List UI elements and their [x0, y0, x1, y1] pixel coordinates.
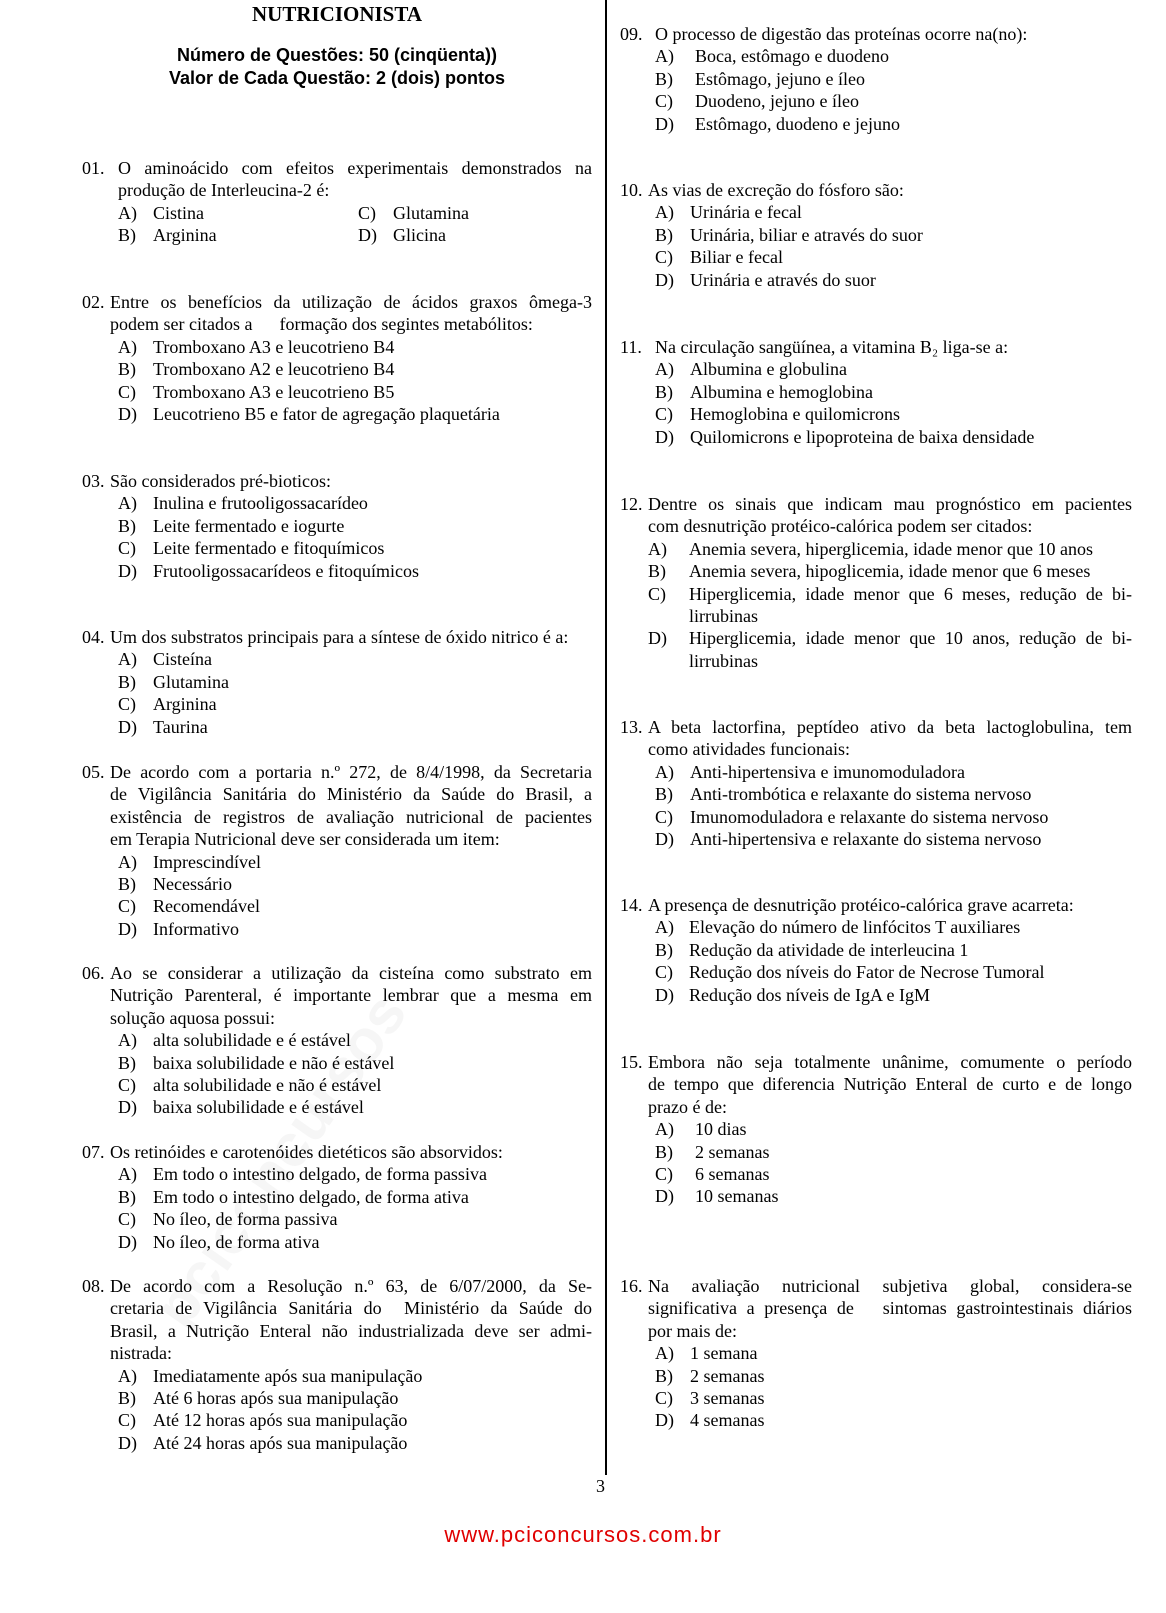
- question-number: 06.: [82, 963, 105, 983]
- option-text: lirrubinas: [689, 606, 758, 627]
- option-label: D): [655, 1186, 674, 1207]
- question-text: prazo é de:: [648, 1096, 727, 1117]
- question-number: 13.: [620, 717, 643, 737]
- option-text: baixa solubilidade e não é estável: [153, 1052, 395, 1073]
- question-text-line: [82, 313, 592, 335]
- option-text: lirrubinas: [689, 650, 758, 671]
- page-number: 3: [596, 1476, 605, 1496]
- question-10: [620, 179, 1132, 291]
- option-c[interactable]: [82, 693, 606, 715]
- question-number: 11.: [620, 337, 642, 357]
- question-text: A presença de desnutrição protéico-calórica grave acarreta:: [648, 895, 1074, 915]
- question-text: produção de Interleucina-2 é:: [118, 180, 330, 201]
- option-label: D): [118, 560, 137, 581]
- option-label: C): [118, 1209, 136, 1230]
- option-b[interactable]: [620, 939, 1132, 961]
- question-text: De acordo com a portaria n.º 272, de 8/4/1998, da Secretaria: [110, 762, 592, 782]
- option-c[interactable]: [82, 895, 592, 917]
- question-number: 09.: [620, 24, 643, 44]
- option-text: Inulina e frutooligossacarídeo: [153, 493, 368, 514]
- option-text: Informativo: [153, 918, 239, 939]
- option-text: Glutamina: [153, 671, 229, 692]
- option-text: Anti-hipertensiva e imunomoduladora: [690, 761, 965, 782]
- option-text: Redução dos níveis do Fator de Necrose Tumoral: [689, 962, 1045, 983]
- option-label: A): [648, 538, 667, 559]
- option-a[interactable]: [620, 201, 1132, 223]
- option-text: 2 semanas: [695, 1141, 770, 1162]
- question-number: 14.: [620, 895, 643, 915]
- question-text: Ao se considerar a utilização da cisteína como substrato em: [110, 963, 592, 983]
- option-label: B): [118, 1186, 136, 1207]
- option-label: A): [655, 917, 674, 938]
- question-text-line: [620, 179, 1132, 201]
- option-text: Leucotrieno B5 e fator de agregação plaquetária: [153, 404, 500, 425]
- question-15: [620, 1051, 1132, 1208]
- question-02: [82, 291, 592, 425]
- option-c[interactable]: [82, 381, 592, 403]
- option-text: Em todo o intestino delgado, de forma ativa: [153, 1186, 469, 1207]
- question-text-line: [620, 1073, 1132, 1095]
- option-label: B): [655, 1141, 673, 1162]
- question-number: 02.: [82, 292, 105, 312]
- option-label: C): [118, 538, 136, 559]
- option-text: Glutamina: [393, 202, 469, 223]
- option-text: Redução da atividade de interleucina 1: [689, 939, 969, 960]
- question-text: O processo de digestão das proteínas ocorre na(no):: [655, 24, 1028, 44]
- option-c[interactable]: [82, 1208, 592, 1230]
- option-text: 10 dias: [695, 1119, 747, 1140]
- option-label: D): [118, 716, 137, 737]
- option-c[interactable]: [82, 1074, 592, 1096]
- question-text-line: [82, 783, 592, 805]
- option-label: C): [118, 694, 136, 715]
- option-c[interactable]: [82, 537, 592, 559]
- option-label: A): [118, 1030, 137, 1051]
- option-d[interactable]: [82, 1231, 592, 1253]
- option-label: A): [118, 202, 137, 223]
- question-number: 10.: [620, 180, 643, 200]
- option-a[interactable]: [620, 1118, 1132, 1140]
- option-label: D): [118, 1097, 137, 1118]
- option-text: Hemoglobina e quilomicrons: [690, 404, 900, 425]
- option-label: A): [118, 1164, 137, 1185]
- option-label: D): [118, 1432, 137, 1453]
- question-text: Na circulação sangüínea, a vitamina B₂ liga-se a:: [655, 337, 1009, 357]
- option-label: A): [118, 851, 137, 872]
- option-c[interactable]: [620, 961, 1132, 983]
- option-text: 2 semanas: [690, 1365, 765, 1386]
- question-text: cretaria de Vigilância Sanitária do Ministério da Saúde do: [110, 1298, 592, 1319]
- question-number: 01.: [82, 158, 105, 178]
- option-c[interactable]: [620, 1163, 1132, 1185]
- question-number: 07.: [82, 1142, 105, 1162]
- option-label: C): [655, 247, 673, 268]
- option-c[interactable]: [620, 806, 1132, 828]
- option-c[interactable]: [620, 90, 1132, 112]
- option-text: Até 12 horas após sua manipulação: [153, 1410, 408, 1431]
- option-text: Elevação do número de linfócitos T auxiliares: [689, 917, 1021, 938]
- option-b[interactable]: [82, 515, 592, 537]
- option-d[interactable]: [620, 627, 1132, 672]
- question-text-line: [82, 470, 592, 492]
- option-label: D): [655, 269, 674, 290]
- question-number: 16.: [620, 1276, 643, 1296]
- option-d[interactable]: [620, 426, 1132, 448]
- option-d[interactable]: [620, 1185, 1132, 1207]
- option-text: alta solubilidade e é estável: [153, 1030, 351, 1051]
- option-a[interactable]: [620, 916, 1132, 938]
- option-label: A): [118, 493, 137, 514]
- question-text: De acordo com a Resolução n.º 63, de 6/07/2000, da Se-: [110, 1276, 592, 1296]
- question-11: [620, 336, 1132, 448]
- option-a[interactable]: [620, 358, 1132, 380]
- question-text-line: [82, 1342, 592, 1364]
- question-13: [620, 716, 1132, 850]
- option-text: Em todo o intestino delgado, de forma passiva: [153, 1164, 487, 1185]
- option-text: Biliar e fecal: [690, 247, 783, 268]
- option-label: A): [655, 1119, 674, 1140]
- option-label: C): [358, 202, 376, 223]
- option-text: Estômago, jejuno e íleo: [695, 68, 865, 89]
- option-c[interactable]: [620, 246, 1132, 268]
- option-label: C): [648, 583, 666, 604]
- option-b[interactable]: [620, 783, 1132, 805]
- question-text-line: [620, 515, 1132, 537]
- question-text: A beta lactorfina, peptídeo ativo da beta lactoglobulina, tem: [648, 717, 1132, 737]
- option-label: D): [118, 404, 137, 425]
- option-a[interactable]: [82, 1163, 592, 1185]
- question-number: 15.: [620, 1052, 643, 1072]
- option-label: A): [655, 761, 674, 782]
- option-text: Albumina e hemoglobina: [690, 381, 873, 402]
- option-text: Redução dos níveis de IgA e IgM: [689, 984, 930, 1005]
- question-value: Valor de Cada Questão: 2 (dois) pontos: [168, 68, 506, 88]
- option-label: D): [358, 225, 377, 246]
- option-label: A): [118, 1365, 137, 1386]
- option-label: A): [655, 202, 674, 223]
- question-count: Número de Questões: 50 (cinqüenta)): [176, 45, 498, 65]
- option-text: Cisteína: [153, 649, 212, 670]
- option-text: 10 semanas: [695, 1186, 779, 1207]
- option-text: Tromboxano A3 e leucotrieno B5: [153, 381, 395, 402]
- option-c[interactable]: [620, 1387, 1132, 1409]
- option-d[interactable]: [82, 224, 446, 246]
- option-label: B): [655, 939, 673, 960]
- option-label: D): [118, 1231, 137, 1252]
- option-text: Tromboxano A3 e leucotrieno B4: [153, 336, 395, 357]
- option-text: Anti-trombótica e relaxante do sistema nervoso: [690, 784, 1032, 805]
- question-07: [82, 1141, 592, 1253]
- option-label: B): [118, 1052, 136, 1073]
- option-text: Glicina: [393, 225, 446, 246]
- question-text-line: [620, 23, 1132, 45]
- question-text: significativa a presença de sintomas gastrointestinais diários: [648, 1298, 1132, 1319]
- option-text: Até 6 horas após sua manipulação: [153, 1388, 399, 1409]
- option-label: D): [118, 918, 137, 939]
- option-label: B): [118, 874, 136, 895]
- option-c[interactable]: [620, 583, 1132, 628]
- option-label: A): [118, 336, 137, 357]
- option-b[interactable]: [82, 1186, 592, 1208]
- question-number: 03.: [82, 471, 105, 491]
- question-text: Dentre os sinais que indicam mau prognóstico em pacientes: [648, 494, 1132, 514]
- option-text: Hiperglicemia, idade menor que 6 meses, redução de bi-: [689, 583, 1132, 604]
- option-b[interactable]: [620, 68, 1132, 90]
- question-number: 12.: [620, 494, 643, 514]
- option-text: 6 semanas: [695, 1164, 770, 1185]
- question-text: de tempo que diferencia Nutrição Enteral de curto e de longo: [648, 1074, 1132, 1095]
- question-text-line: [620, 1275, 1132, 1297]
- option-text: Leite fermentado e iogurte: [153, 515, 345, 536]
- option-text: Imunomoduladora e relaxante do sistema nervoso: [690, 806, 1049, 827]
- option-b[interactable]: [620, 381, 1132, 403]
- question-text-line: [620, 1320, 1132, 1342]
- question-text: existência de registros de avaliação nutricional de pacientes: [110, 806, 592, 827]
- option-b[interactable]: [82, 873, 592, 895]
- option-d[interactable]: [620, 113, 1132, 135]
- option-label: D): [655, 1410, 674, 1431]
- question-text-line: [82, 1141, 592, 1163]
- question-text: Na avaliação nutricional subjetiva global, considera-se: [648, 1276, 1132, 1296]
- option-label: B): [655, 784, 673, 805]
- option-label: D): [655, 829, 674, 850]
- question-08: [82, 1275, 592, 1454]
- question-text: em Terapia Nutricional deve ser considerada um item:: [110, 829, 500, 850]
- question-number: 08.: [82, 1276, 105, 1296]
- option-label: B): [118, 671, 136, 692]
- options-row: [82, 224, 592, 246]
- option-text: Anemia severa, hipoglicemia, idade menor que 6 meses: [689, 561, 1091, 582]
- option-text: Imprescindível: [153, 851, 261, 872]
- question-text-line: [82, 1007, 592, 1029]
- option-label: C): [118, 381, 136, 402]
- option-text: Até 24 horas após sua manipulação: [153, 1432, 408, 1453]
- option-text: Taurina: [153, 716, 208, 737]
- option-label: D): [655, 984, 674, 1005]
- question-text: como atividades funcionais:: [648, 739, 850, 760]
- option-d[interactable]: [620, 828, 1132, 850]
- question-text-line: [620, 1297, 1132, 1319]
- option-a[interactable]: [82, 1029, 592, 1051]
- option-text: Anti-hipertensiva e relaxante do sistema nervoso: [690, 829, 1042, 850]
- options-row: [82, 202, 592, 224]
- option-d[interactable]: [620, 984, 1132, 1006]
- question-text: São considerados pré-bioticos:: [110, 471, 331, 491]
- option-label: C): [118, 1410, 136, 1431]
- option-label: C): [655, 806, 673, 827]
- option-b[interactable]: [82, 358, 592, 380]
- question-number: 05.: [82, 762, 105, 782]
- option-label: B): [655, 1365, 673, 1386]
- question-text: Nutrição Parenteral, é importante lembrar que a mesma em: [110, 985, 592, 1006]
- option-text: Anemia severa, hiperglicemia, idade menor que 10 anos: [689, 538, 1094, 559]
- option-a[interactable]: [82, 492, 592, 514]
- option-b[interactable]: [620, 224, 1132, 246]
- question-text: de Vigilância Sanitária do Ministério da Saúde do Brasil, a: [110, 784, 592, 805]
- option-a[interactable]: [620, 761, 1132, 783]
- question-text-line: [82, 828, 592, 850]
- option-text: Arginina: [153, 694, 217, 715]
- option-a[interactable]: [82, 648, 606, 670]
- question-text: podem ser citados a formação dos segintes metabólitos:: [110, 314, 533, 335]
- option-d[interactable]: [82, 716, 606, 738]
- option-text: Urinária e através do suor: [690, 269, 876, 290]
- option-label: C): [118, 1075, 136, 1096]
- question-text-line: [82, 962, 592, 984]
- question-text-line: [82, 1297, 592, 1319]
- question-text-line: [82, 1320, 592, 1342]
- option-label: D): [655, 426, 674, 447]
- option-b[interactable]: [82, 1387, 592, 1409]
- option-label: D): [648, 628, 667, 649]
- question-16: [620, 1275, 1132, 1432]
- option-text: Frutooligossacarídeos e fitoquímicos: [153, 560, 419, 581]
- question-text: Embora não seja totalmente unânime, comumente o período: [648, 1052, 1132, 1072]
- question-text: Brasil, a Nutrição Enteral não industrializada deve ser admi-: [110, 1320, 592, 1341]
- question-text-line: [620, 493, 1132, 515]
- option-text: alta solubilidade e não é estável: [153, 1075, 382, 1096]
- question-text-line: [82, 626, 606, 648]
- option-label: B): [655, 224, 673, 245]
- option-text: baixa solubilidade e é estável: [153, 1097, 364, 1118]
- option-label: B): [118, 1388, 136, 1409]
- option-a[interactable]: [82, 336, 592, 358]
- option-label: C): [655, 91, 673, 112]
- option-text: 4 semanas: [690, 1410, 765, 1431]
- option-a[interactable]: [82, 1365, 592, 1387]
- option-a[interactable]: [620, 45, 1132, 67]
- question-number: 04.: [82, 627, 105, 647]
- option-text: Duodeno, jejuno e íleo: [695, 91, 859, 112]
- option-d[interactable]: [620, 1409, 1132, 1431]
- option-text: Quilomicrons e lipoproteina de baixa densidade: [690, 426, 1035, 447]
- option-text: Recomendável: [153, 896, 260, 917]
- question-09: [620, 23, 1132, 135]
- question-text-line: [620, 738, 1132, 760]
- option-b[interactable]: [82, 1052, 592, 1074]
- option-label: B): [118, 515, 136, 536]
- option-d[interactable]: [82, 918, 592, 940]
- option-label: B): [655, 68, 673, 89]
- question-text-line: [82, 806, 592, 828]
- option-b[interactable]: [82, 671, 606, 693]
- question-text: Um dos substratos principais para a síntese de óxido nitrico é a:: [110, 627, 569, 647]
- question-text: solução aquosa possui:: [110, 1007, 275, 1028]
- option-text: Tromboxano A2 e leucotrieno B4: [153, 359, 395, 380]
- option-text: Arginina: [153, 225, 217, 246]
- option-label: A): [655, 46, 674, 67]
- question-text-line: [620, 336, 1132, 358]
- question-text-line: [82, 984, 592, 1006]
- question-text-line: [82, 291, 592, 313]
- option-text: Urinária e fecal: [690, 202, 802, 223]
- option-b[interactable]: [620, 1365, 1132, 1387]
- footer-url[interactable]: www.pciconcursos.com.br: [444, 1522, 722, 1547]
- option-d[interactable]: [82, 1096, 592, 1118]
- question-text: Os retinóides e carotenóides dietéticos são absorvidos:: [110, 1142, 503, 1162]
- option-text: 1 semana: [690, 1343, 758, 1364]
- option-b[interactable]: [620, 1141, 1132, 1163]
- option-c[interactable]: [620, 403, 1132, 425]
- option-text: No íleo, de forma ativa: [153, 1231, 320, 1252]
- option-label: C): [655, 1164, 673, 1185]
- option-label: A): [655, 1343, 674, 1364]
- exam-title: NUTRICIONISTA: [252, 2, 422, 26]
- question-text: O aminoácido com efeitos experimentais demonstrados na: [118, 158, 592, 178]
- question-text-line: [620, 1051, 1132, 1073]
- option-text: Albumina e globulina: [690, 359, 847, 380]
- question-01: [82, 157, 592, 247]
- option-label: B): [648, 561, 666, 582]
- question-text-line: [620, 894, 1132, 916]
- option-c[interactable]: [82, 1409, 592, 1431]
- question-text-line: [620, 716, 1132, 738]
- option-text: Urinária, biliar e através do suor: [690, 224, 923, 245]
- option-b[interactable]: [620, 560, 1132, 582]
- question-14: [620, 894, 1132, 1006]
- question-text-line: [620, 1096, 1132, 1118]
- question-05: [82, 761, 592, 940]
- question-04: [82, 626, 606, 738]
- option-a[interactable]: [620, 1342, 1132, 1364]
- question-text: por mais de:: [648, 1320, 737, 1341]
- question-text-line: [82, 1275, 592, 1297]
- question-text-line: [82, 179, 592, 201]
- option-text: Estômago, duodeno e jejuno: [695, 113, 900, 134]
- option-c[interactable]: [82, 202, 469, 224]
- question-text-line: [82, 761, 592, 783]
- option-text: Necessário: [153, 874, 232, 895]
- option-d[interactable]: [82, 1432, 592, 1454]
- option-a[interactable]: [620, 538, 1132, 560]
- question-text: com desnutrição protéico-calórica podem ser citados:: [648, 516, 1033, 537]
- question-text: Entre os benefícios da utilização de ácidos graxos ômega-3: [110, 292, 592, 312]
- option-text: Cistina: [153, 202, 205, 223]
- option-label: A): [118, 649, 137, 670]
- option-text: Hiperglicemia, idade menor que 10 anos, redução de bi-: [689, 628, 1132, 649]
- option-label: C): [655, 962, 673, 983]
- options-grid: [82, 202, 592, 247]
- option-label: A): [655, 359, 674, 380]
- option-label: C): [655, 404, 673, 425]
- option-text: Boca, estômago e duodeno: [695, 46, 889, 67]
- option-d[interactable]: [620, 269, 1132, 291]
- option-label: B): [655, 381, 673, 402]
- question-03: [82, 470, 592, 582]
- option-d[interactable]: [82, 403, 592, 425]
- option-label: B): [118, 359, 136, 380]
- option-text: Leite fermentado e fitoquímicos: [153, 538, 385, 559]
- option-label: D): [655, 113, 674, 134]
- question-text: nistrada:: [110, 1343, 172, 1364]
- option-d[interactable]: [82, 560, 592, 582]
- option-label: B): [118, 225, 136, 246]
- question-06: [82, 962, 592, 1119]
- option-text: Imediatamente após sua manipulação: [153, 1365, 423, 1386]
- question-text-line: [82, 157, 592, 179]
- option-label: C): [118, 896, 136, 917]
- option-text: 3 semanas: [690, 1388, 765, 1409]
- option-a[interactable]: [82, 851, 592, 873]
- option-label: C): [655, 1388, 673, 1409]
- option-text: No íleo, de forma passiva: [153, 1209, 338, 1230]
- question-12: [620, 493, 1132, 672]
- question-text: As vias de excreção do fósforo são:: [648, 180, 904, 200]
